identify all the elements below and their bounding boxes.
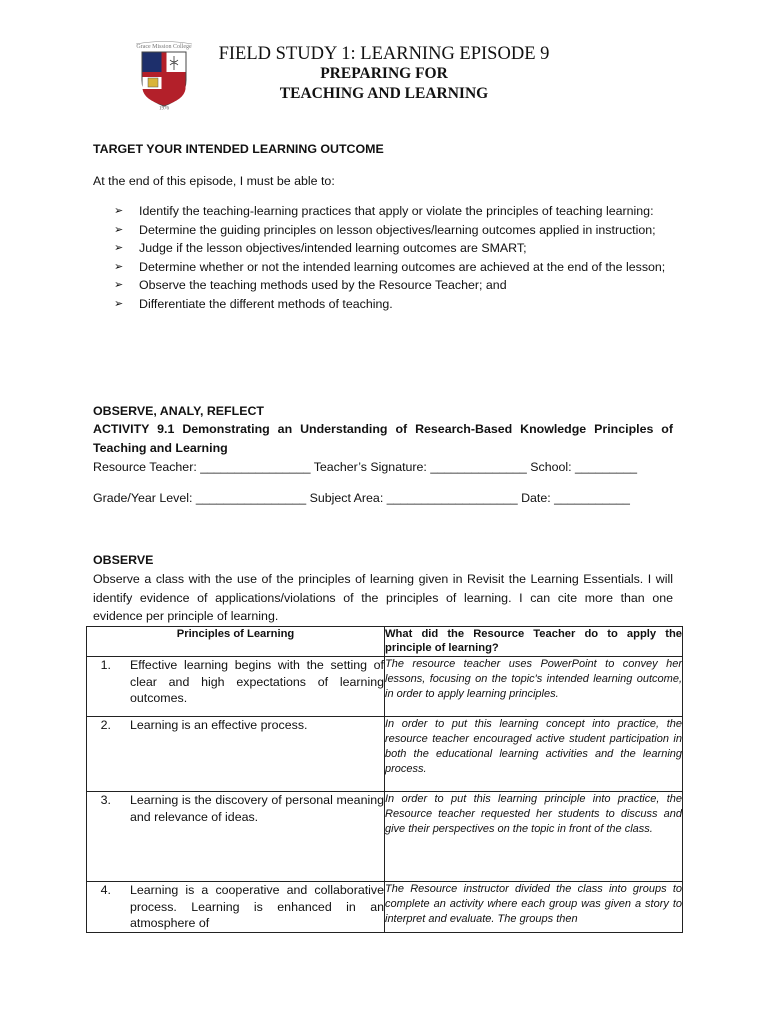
list-item: ➢ Observe the teaching methods used by the Resource Teacher; and (110, 276, 674, 295)
form-line-grade: Grade/Year Level: ________________ Subject Area: ___________________ Date: ___________ (93, 491, 630, 505)
observe-paragraph-line1: Observe a class with the use of the principles of learning given in Revisit the Learning Essentials. I will (93, 572, 673, 586)
arrow-bullet-icon: ➢ (114, 223, 124, 236)
principle-cell: 4. Learning is a cooperative and collaborative process. Learning is enhanced in an atmosphere of (87, 882, 385, 933)
answer-cell: In order to put this learning principle into practice, the Resource teacher requested her students to discuss and give their perspectives on the topic in front of the class. (385, 792, 683, 882)
table-row (87, 792, 683, 882)
activity-title-line2: Teaching and Learning (93, 441, 228, 455)
observe-paragraph-line3: evidence per principle of learning. (93, 609, 279, 623)
learning-outcomes-list (110, 202, 674, 313)
table-header-row (87, 627, 683, 657)
observe-heading: OBSERVE (93, 553, 154, 567)
list-item: ➢ Differentiate the different methods of teaching. (110, 295, 674, 314)
principle-cell: 2. Learning is an effective process. (87, 717, 385, 792)
arrow-bullet-icon: ➢ (114, 242, 124, 254)
answer-cell: In order to put this learning concept into practice, the resource teacher encouraged active student participation in both the educational learning activities and the learning process. (385, 717, 683, 792)
section-heading: OBSERVE, ANALY, REFLECT (93, 404, 264, 418)
observe-paragraph-line2: identify evidence of applications/violations of the principles of learning. I can cite more than one (93, 591, 673, 605)
svg-text:1976: 1976 (159, 106, 169, 110)
principles-table (86, 626, 683, 933)
table-row (87, 717, 683, 792)
answer-cell: The resource teacher uses PowerPoint to convey her lessons, focusing on the topic's intended learning outcome, in order to apply learning principles. (385, 657, 683, 717)
target-heading: TARGET YOUR INTENDED LEARNING OUTCOME (93, 142, 384, 156)
answer-cell: The Resource instructor divided the class into groups to complete an activity where each group was given a story to interpret and evaluate. The groups then (385, 882, 683, 933)
college-seal-logo (128, 40, 200, 110)
list-item: ➢ Determine the guiding principles on lesson objectives/learning outcomes applied in instruction; (110, 221, 674, 240)
principle-cell: 3. Learning is the discovery of personal meaning and relevance of ideas. (87, 792, 385, 882)
svg-text:Grace Mission College: Grace Mission College (136, 44, 192, 50)
list-item: ➢ Determine whether or not the intended learning outcomes are achieved at the end of the lesson; (110, 258, 674, 277)
table-row (87, 657, 683, 717)
arrow-bullet-icon: ➢ (114, 297, 124, 310)
target-intro: At the end of this episode, I must be able to: (93, 174, 335, 188)
form-line-teacher: Resource Teacher: ________________ Teacher’s Signature: ______________ School: _________ (93, 460, 638, 474)
column-header-teacher-action: What did the Resource Teacher do to apply the principle of learning? (385, 627, 683, 657)
column-header-principles: Principles of Learning (87, 627, 385, 657)
page-title: FIELD STUDY 1: LEARNING EPISODE 9 (218, 44, 550, 64)
list-item: ➢ Identify the teaching-learning practices that apply or violate the principles of teaching learning: (110, 202, 674, 221)
table-row (87, 882, 683, 933)
arrow-bullet-icon: ➢ (114, 205, 124, 217)
arrow-bullet-icon: ➢ (114, 279, 124, 291)
page-subtitle-line2: TEACHING AND LEARNING (279, 85, 489, 102)
activity-title-line1: ACTIVITY 9.1 Demonstrating an Understanding of Research-Based Knowledge Principles of (93, 422, 673, 436)
list-item: ➢ Judge if the lesson objectives/intended learning outcomes are SMART; (110, 239, 674, 258)
arrow-bullet-icon: ➢ (114, 260, 124, 273)
principle-cell: 1. Effective learning begins with the setting of clear and high expectations of learning outcomes. (87, 657, 385, 717)
page-subtitle-line1: PREPARING FOR (320, 65, 448, 82)
